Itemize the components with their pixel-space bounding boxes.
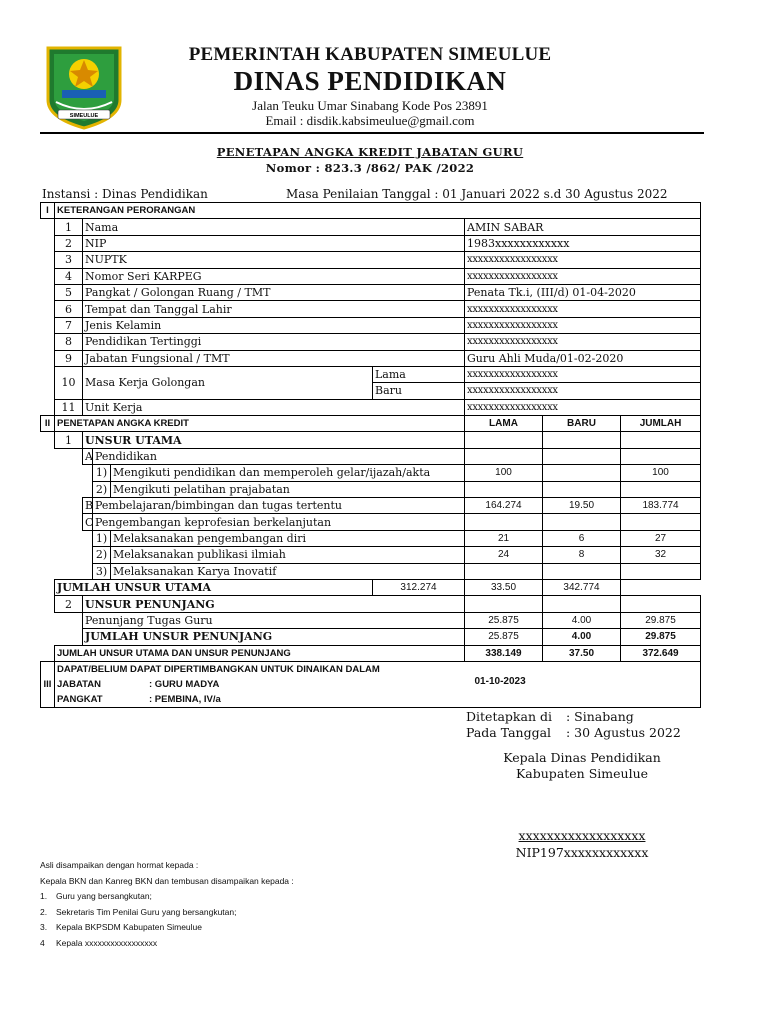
signatory-region: Kabupaten Simeulue	[515, 766, 649, 781]
regency-logo	[42, 44, 126, 130]
logo-text: SIMEULUE	[69, 113, 99, 119]
grand-total-row: JUMLAH UNSUR UTAMA DAN UNSUR PENUNJANG 338.149 37.50 372.649	[41, 645, 701, 661]
table-row: 1 Nama AMIN SABAR	[41, 219, 701, 235]
table-row: 4 Nomor Seri KARPEG xxxxxxxxxxxxxxxxx	[41, 268, 701, 284]
section-2-title: PENETAPAN ANGKA KREDIT	[55, 416, 465, 432]
table-row: 5 Pangkat / Golongan Ruang / TMT Penata Tk.i, (III/d) 01-04-2020	[41, 284, 701, 300]
table-row: 2 NIP 1983xxxxxxxxxxxx	[41, 235, 701, 251]
section-3-date: 01-10-2023	[465, 661, 701, 707]
list-item: 1. Guru yang bersangkutan;	[40, 891, 152, 901]
table-row: A Pendidikan	[41, 448, 701, 464]
table-row: 11 Unit Kerja xxxxxxxxxxxxxxxxx	[41, 399, 701, 415]
signatory-position: Kepala Dinas Pendidikan	[503, 750, 661, 765]
table-row: 3 NUPTK xxxxxxxxxxxxxxxxx	[41, 252, 701, 268]
table-row: 8 Pendidikan Tertinggi xxxxxxxxxxxxxxxxx	[41, 334, 701, 350]
header-divider	[40, 132, 704, 134]
table-row: 1) Melaksanakan pengembangan diri 21 6 27	[41, 530, 701, 546]
ditetapkan-line: Ditetapkan di : Sinabang	[466, 709, 634, 724]
government-name: PEMERINTAH KABUPATEN SIMEULUE	[188, 44, 552, 65]
table-row: 6 Tempat dan Tanggal Lahir xxxxxxxxxxxxxxxxx	[41, 301, 701, 317]
list-item: 2. Sekretaris Tim Penilai Guru yang bersangkutan;	[40, 906, 237, 917]
section-3-row	[41, 661, 701, 707]
table-row: 3) Melaksanakan Karya Inovatif	[41, 563, 701, 579]
section-3-text: DAPAT/BELIUM DAPAT DIPERTIMBANGKAN UNTUK DINAIKAN DALAM JABATAN : GURU MADYA PANGKAT : PEMBINA, IV/a	[55, 661, 465, 707]
table-row: 1 UNSUR UTAMA	[41, 432, 701, 448]
table-row: 1) Mengikuti pendidikan dan memperoleh gelar/ijazah/akta 100 100	[41, 465, 701, 481]
table-row: B Pembelajaran/bimbingan dan tugas tertentu 164.274 19.50 183.774	[41, 498, 701, 514]
address: Jalan Teuku Umar Sinabang Kode Pos 23891	[252, 98, 488, 113]
document-number: Nomor : 823.3 /862/ PAK /2022	[265, 161, 475, 175]
section-3-roman: III	[41, 661, 55, 707]
subtotal-row: JUMLAH UNSUR UTAMA 312.274 33.50 342.774	[41, 579, 701, 595]
table-row: Baru xxxxxxxxxxxxxxxxx	[41, 383, 701, 399]
table-row: Penunjang Tugas Guru 25.875 4.00 29.875	[41, 612, 701, 628]
section-1-roman: I	[41, 203, 55, 219]
section-2-header: II PENETAPAN ANGKA KREDIT LAMA BARU JUMLAH	[41, 416, 701, 432]
table-row: 9 Jabatan Fungsional / TMT Guru Ahli Muda/01-02-2020	[41, 350, 701, 366]
subtotal-row: JUMLAH UNSUR PENUNJANG 25.875 4.00 29.875	[41, 629, 701, 645]
section-1-header	[41, 203, 701, 219]
department-name: DINAS PENDIDIKAN	[233, 66, 507, 96]
email: Email : disdik.kabsimeulue@gmail.com	[265, 113, 475, 128]
document-title: PENETAPAN ANGKA KREDIT JABATAN GURU	[216, 145, 524, 159]
table-row: 10 Masa Kerja Golongan Lama xxxxxxxxxxxxxxxxx	[41, 366, 701, 382]
table-row: 2) Melaksanakan publikasi ilmiah 24 8 32	[41, 547, 701, 563]
list-item: 3. Kepala BKPSDM Kabupaten Simeulue	[40, 922, 203, 932]
table-row: 2) Mengikuti pelatihan prajabatan	[41, 481, 701, 497]
section-1-title: KETERANGAN PERORANGAN	[55, 203, 701, 219]
list-item: 4 Kepala xxxxxxxxxxxxxxxxx	[40, 937, 158, 948]
section-2-roman: II	[41, 416, 55, 432]
masa-penilaian: Masa Penilaian Tanggal : 01 Januari 2022 s.d 30 Agustus 2022	[286, 187, 668, 201]
table-row: C Pengembangan keprofesian berkelanjutan	[41, 514, 701, 530]
signatory-nip: NIP197xxxxxxxxxxxx	[515, 845, 649, 860]
credit-table	[40, 202, 701, 708]
instansi: Instansi : Dinas Pendidikan	[42, 187, 208, 201]
signatory-name: xxxxxxxxxxxxxxxxxx	[518, 828, 646, 843]
tanggal-line: Pada Tanggal : 30 Agustus 2022	[466, 725, 681, 740]
table-row: 7 Jenis Kelamin xxxxxxxxxxxxxxxxx	[41, 317, 701, 333]
distribution-notes: Asli disampaikan dengan hormat kepada : Kepala BKN dan Kanreg BKN dan tembusan disampaikan kepada : 1. Guru yang bersangkutan; 2. Sekretaris Tim Penilai Guru yang bersangkutan; 3. Kepala BKPSDM Kabupaten Simeulue 4 Kepala xxxxxxxxxxxxxxxxx	[40, 858, 294, 951]
table-row: 2 UNSUR PENUNJANG	[41, 596, 701, 612]
